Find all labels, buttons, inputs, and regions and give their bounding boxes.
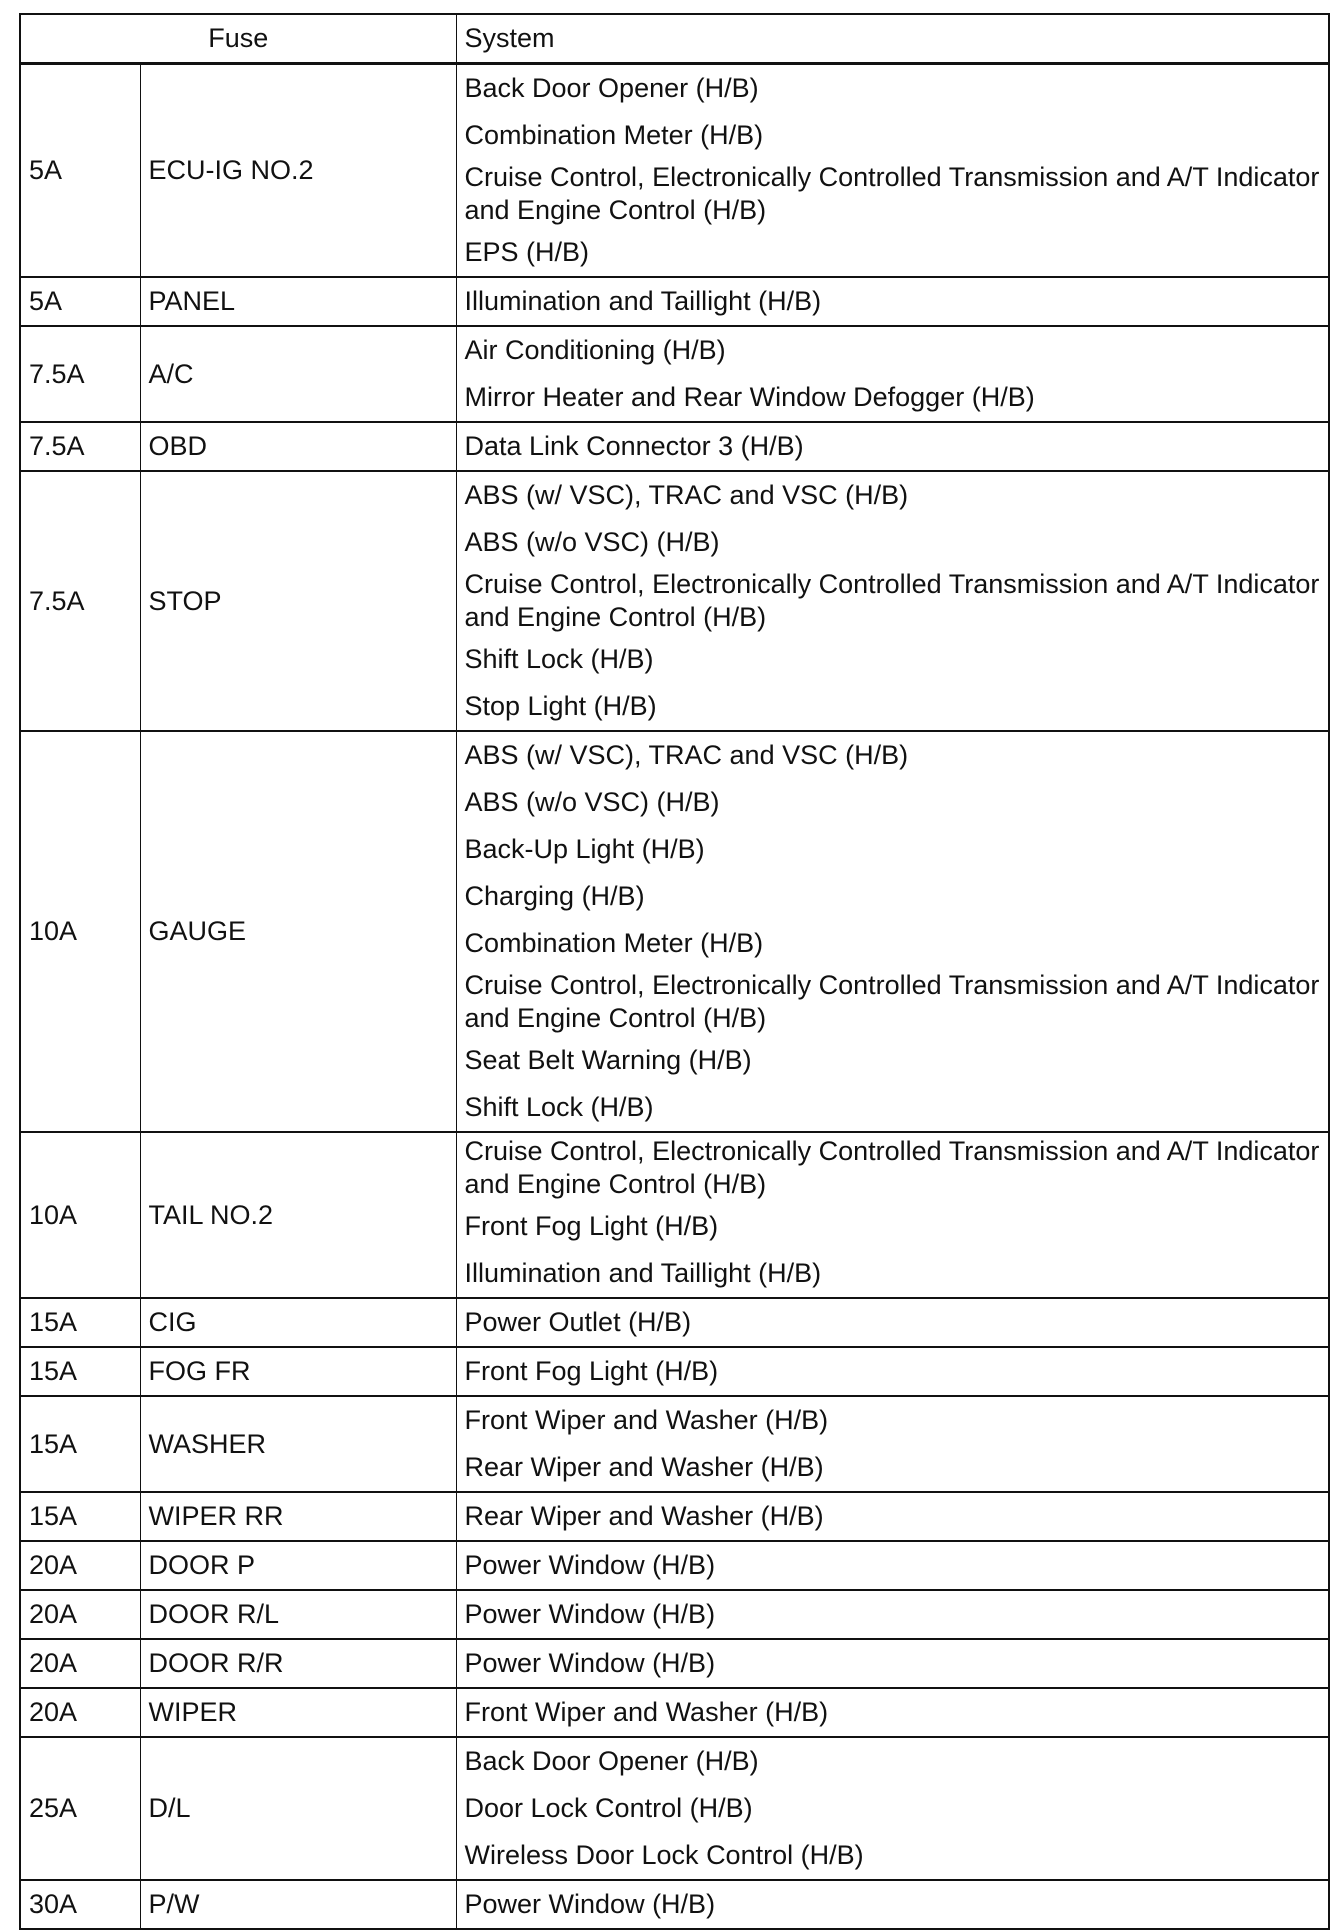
table-row bbox=[20, 1396, 1329, 1492]
system-item: ABS (w/ VSC), TRAC and VSC (H/B) bbox=[464, 480, 909, 510]
fuse-amperage: 20A bbox=[20, 1639, 140, 1688]
table-row bbox=[20, 1492, 1329, 1541]
header-fuse: Fuse bbox=[20, 14, 456, 64]
system-item: Combination Meter (H/B) bbox=[464, 120, 764, 150]
fuse-systems bbox=[456, 1737, 1329, 1880]
fuse-name: FOG FR bbox=[140, 1347, 456, 1396]
system-item: Shift Lock (H/B) bbox=[464, 1092, 654, 1122]
table-row bbox=[20, 731, 1329, 1132]
fuse-systems bbox=[456, 1396, 1329, 1492]
system-item: Rear Wiper and Washer (H/B) bbox=[464, 1452, 824, 1482]
system-item: Front Wiper and Washer (H/B) bbox=[464, 1405, 829, 1435]
table-row bbox=[20, 1737, 1329, 1880]
system-item: Power Outlet (H/B) bbox=[464, 1307, 692, 1337]
table-row bbox=[20, 64, 1329, 278]
fuse-name: D/L bbox=[140, 1737, 456, 1880]
fuse-name: A/C bbox=[140, 326, 456, 422]
fuse-amperage: 7.5A bbox=[20, 326, 140, 422]
table-row bbox=[20, 326, 1329, 422]
fuse-amperage: 5A bbox=[20, 64, 140, 278]
system-item: Front Fog Light (H/B) bbox=[464, 1211, 719, 1241]
fuse-amperage: 10A bbox=[20, 1132, 140, 1298]
fuse-systems bbox=[456, 1298, 1329, 1347]
fuse-name: TAIL NO.2 bbox=[140, 1132, 456, 1298]
system-item: Back-Up Light (H/B) bbox=[464, 834, 705, 864]
system-item: Cruise Control, Electronically Controlled Transmission and A/T Indicator and Engine Control (H/B) bbox=[464, 970, 1320, 1033]
system-item: Air Conditioning (H/B) bbox=[464, 335, 726, 365]
system-item: Wireless Door Lock Control (H/B) bbox=[464, 1840, 864, 1870]
system-item: EPS (H/B) bbox=[464, 237, 590, 267]
fuse-amperage: 7.5A bbox=[20, 471, 140, 731]
system-item: ABS (w/ VSC), TRAC and VSC (H/B) bbox=[464, 740, 909, 770]
table-row bbox=[20, 1880, 1329, 1929]
system-item: Illumination and Taillight (H/B) bbox=[464, 286, 822, 316]
table-row bbox=[20, 1639, 1329, 1688]
system-item: Data Link Connector 3 (H/B) bbox=[464, 431, 804, 461]
fuse-systems bbox=[456, 64, 1329, 278]
system-item: Charging (H/B) bbox=[464, 881, 645, 911]
fuse-name: ECU-IG NO.2 bbox=[140, 64, 456, 278]
header-system: System bbox=[456, 14, 1329, 64]
fuse-name: OBD bbox=[140, 422, 456, 471]
system-item: Stop Light (H/B) bbox=[464, 691, 657, 721]
table-row bbox=[20, 277, 1329, 326]
system-item: Seat Belt Warning (H/B) bbox=[464, 1045, 752, 1075]
fuse-systems bbox=[456, 326, 1329, 422]
fuse-name: P/W bbox=[140, 1880, 456, 1929]
system-item: ABS (w/o VSC) (H/B) bbox=[464, 787, 720, 817]
system-item: Illumination and Taillight (H/B) bbox=[464, 1258, 822, 1288]
fuse-amperage: 30A bbox=[20, 1880, 140, 1929]
fuse-systems bbox=[456, 731, 1329, 1132]
fuse-amperage: 25A bbox=[20, 1737, 140, 1880]
fuse-name: GAUGE bbox=[140, 731, 456, 1132]
fuse-amperage: 15A bbox=[20, 1396, 140, 1492]
fuse-name: DOOR R/R bbox=[140, 1639, 456, 1688]
table-row bbox=[20, 1541, 1329, 1590]
system-item: Front Wiper and Washer (H/B) bbox=[464, 1697, 829, 1727]
system-item: Power Window (H/B) bbox=[464, 1550, 716, 1580]
system-item: Combination Meter (H/B) bbox=[464, 928, 764, 958]
system-item: Back Door Opener (H/B) bbox=[464, 73, 759, 103]
fuse-amperage: 20A bbox=[20, 1541, 140, 1590]
system-item: Power Window (H/B) bbox=[464, 1648, 716, 1678]
system-item: Cruise Control, Electronically Controlled Transmission and A/T Indicator and Engine Control (H/B) bbox=[464, 1136, 1320, 1199]
system-item: Power Window (H/B) bbox=[464, 1599, 716, 1629]
fuse-table bbox=[19, 13, 1330, 1930]
fuse-name: PANEL bbox=[140, 277, 456, 326]
system-item: Cruise Control, Electronically Controlled Transmission and A/T Indicator and Engine Control (H/B) bbox=[464, 569, 1320, 632]
fuse-table-body bbox=[20, 64, 1329, 1930]
table-row bbox=[20, 471, 1329, 731]
table-row bbox=[20, 1688, 1329, 1737]
system-item: Mirror Heater and Rear Window Defogger (H/B) bbox=[464, 382, 1035, 412]
header-row bbox=[20, 14, 1329, 64]
fuse-systems bbox=[456, 1132, 1329, 1298]
fuse-systems bbox=[456, 1688, 1329, 1737]
fuse-name: WIPER RR bbox=[140, 1492, 456, 1541]
fuse-name: DOOR R/L bbox=[140, 1590, 456, 1639]
system-item: Back Door Opener (H/B) bbox=[464, 1746, 759, 1776]
fuse-name: WIPER bbox=[140, 1688, 456, 1737]
system-item: Shift Lock (H/B) bbox=[464, 644, 654, 674]
fuse-systems bbox=[456, 471, 1329, 731]
table-row bbox=[20, 1298, 1329, 1347]
system-item: Rear Wiper and Washer (H/B) bbox=[464, 1501, 824, 1531]
fuse-amperage: 15A bbox=[20, 1347, 140, 1396]
fuse-amperage: 15A bbox=[20, 1298, 140, 1347]
table-row bbox=[20, 1590, 1329, 1639]
fuse-systems bbox=[456, 422, 1329, 471]
fuse-systems bbox=[456, 1590, 1329, 1639]
fuse-amperage: 20A bbox=[20, 1590, 140, 1639]
table-row bbox=[20, 422, 1329, 471]
fuse-systems bbox=[456, 1347, 1329, 1396]
system-item: Cruise Control, Electronically Controlled Transmission and A/T Indicator and Engine Control (H/B) bbox=[464, 162, 1320, 225]
fuse-systems bbox=[456, 1541, 1329, 1590]
fuse-name: STOP bbox=[140, 471, 456, 731]
fuse-systems bbox=[456, 1492, 1329, 1541]
fuse-amperage: 10A bbox=[20, 731, 140, 1132]
fuse-amperage: 5A bbox=[20, 277, 140, 326]
table-row bbox=[20, 1132, 1329, 1298]
fuse-amperage: 20A bbox=[20, 1688, 140, 1737]
fuse-name: WASHER bbox=[140, 1396, 456, 1492]
system-item: Front Fog Light (H/B) bbox=[464, 1356, 719, 1386]
fuse-amperage: 15A bbox=[20, 1492, 140, 1541]
fuse-name: DOOR P bbox=[140, 1541, 456, 1590]
system-item: Power Window (H/B) bbox=[464, 1889, 716, 1919]
fuse-systems bbox=[456, 277, 1329, 326]
system-item: Door Lock Control (H/B) bbox=[464, 1793, 753, 1823]
table-row bbox=[20, 1347, 1329, 1396]
system-item: ABS (w/o VSC) (H/B) bbox=[464, 527, 720, 557]
fuse-name: CIG bbox=[140, 1298, 456, 1347]
fuse-systems bbox=[456, 1639, 1329, 1688]
fuse-systems bbox=[456, 1880, 1329, 1929]
fuse-amperage: 7.5A bbox=[20, 422, 140, 471]
